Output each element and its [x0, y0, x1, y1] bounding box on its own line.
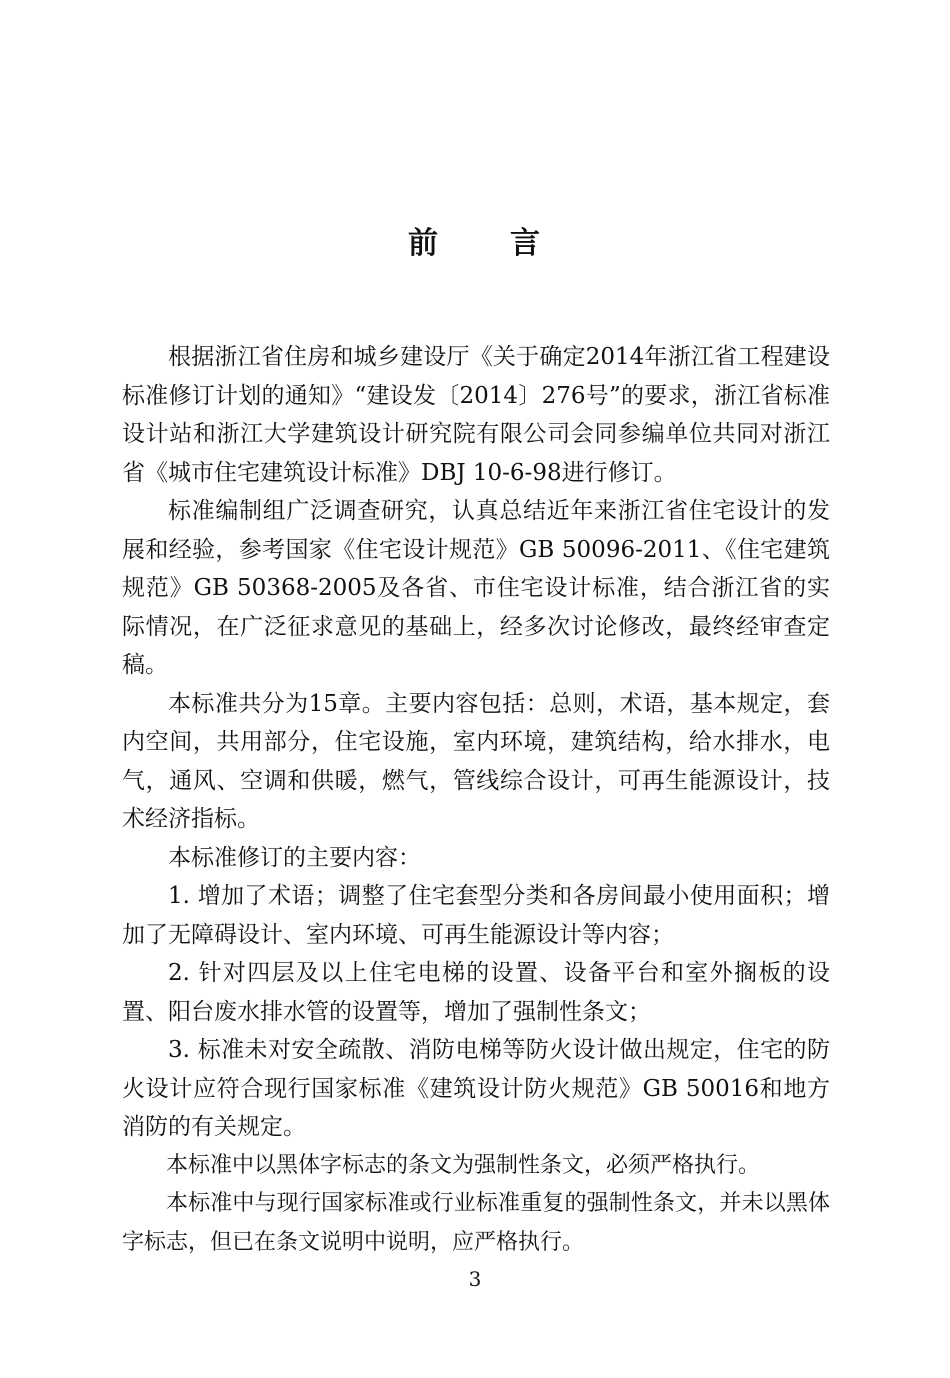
paragraph-mandatory-duplicate: 本标准中与现行国家标准或行业标准重复的强制性条文，并未以黑体字标志，但已在条文说明中说明，应严格执行。	[122, 1191, 830, 1255]
title-char-2: 言	[510, 226, 542, 261]
title-char-1: 前	[408, 226, 440, 261]
paragraph-chapters: 本标准共分为15章。主要内容包括：总则，术语，基本规定，套内空间，共用部分，住宅设施，室内环境，建筑结构，给水排水，电气，通风、空调和供暖，燃气，管线综合设计，可再生能源设计，技术经济指标。	[122, 690, 830, 832]
paragraph-research: 标准编制组广泛调查研究，认真总结近年来浙江省住宅设计的发展和经验，参考国家《住宅设计规范》GB 50096-2011、《住宅建筑规范》GB 50368-2005及各省、市住宅设计标准，结合浙江省的实际情况，在广泛征求意见的基础上，经多次讨论修改，最终经审查定稿。	[122, 498, 830, 678]
paragraph-revision-intro: 本标准修订的主要内容：	[168, 844, 421, 871]
paragraph-background: 根据浙江省住房和城乡建设厅《关于确定2014年浙江省工程建设标准修订计划的通知》“建设发〔2014〕276号”的要求，浙江省标准设计站和浙江大学建筑设计研究院有限公司会同参编单位共同对浙江省《城市住宅建筑设计标准》DBJ 10-6-98进行修订。	[122, 344, 830, 486]
paragraph-mandatory-notice: 本标准中以黑体字标志的条文为强制性条文，必须严格执行。	[166, 1152, 761, 1178]
paragraph-revision-item-1: 1. 增加了术语；调整了住宅套型分类和各房间最小使用面积；增加了无障碍设计、室内环境、可再生能源设计等内容；	[122, 883, 830, 948]
foreword-body	[122, 338, 830, 1262]
page-number: 3	[468, 1267, 482, 1291]
paragraph-revision-item-2: 2. 针对四层及以上住宅电梯的设置、设备平台和室外搁板的设置、阳台废水排水管的设置等，增加了强制性条文；	[122, 960, 830, 1025]
page-title	[0, 222, 950, 266]
paragraph-revision-item-3: 3. 标准未对安全疏散、消防电梯等防火设计做出规定，住宅的防火设计应符合现行国家标准《建筑设计防火规范》GB 50016和地方消防的有关规定。	[122, 1037, 830, 1140]
